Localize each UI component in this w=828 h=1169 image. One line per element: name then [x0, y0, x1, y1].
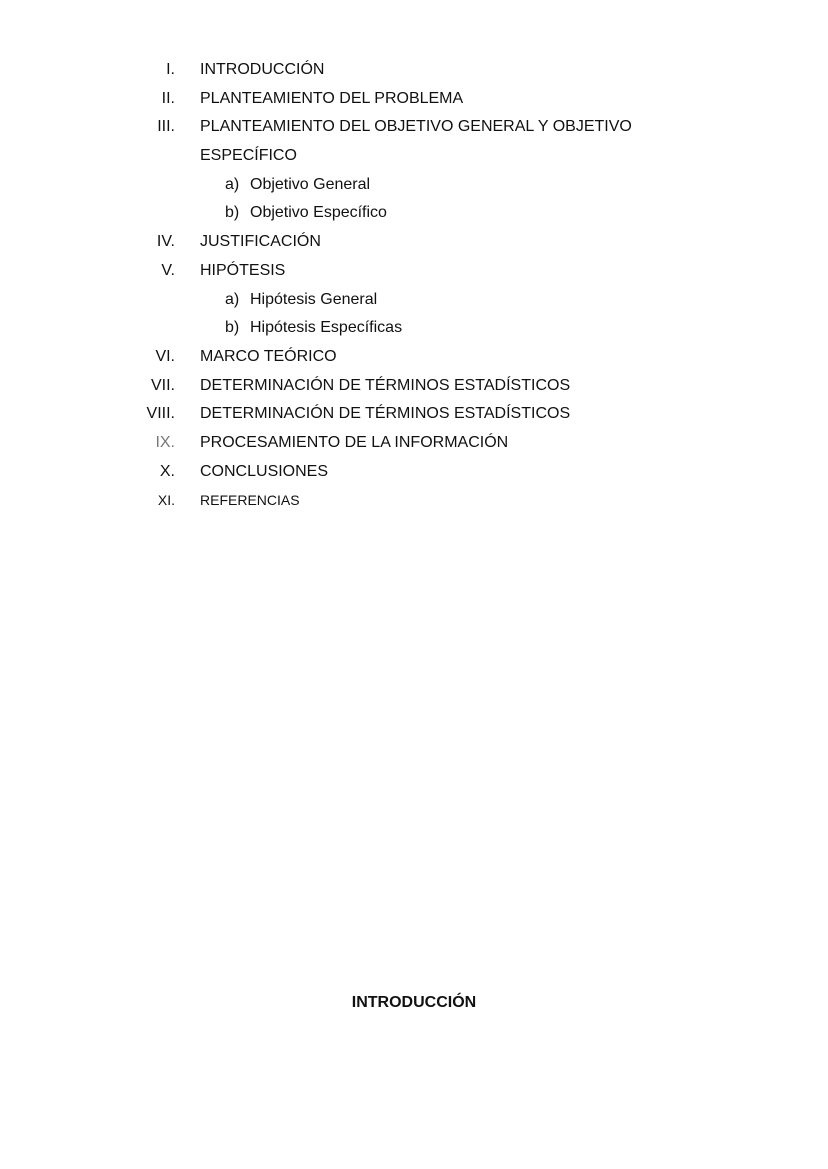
toc-subitem: [0, 171, 828, 200]
toc-number: VII.: [150, 376, 175, 394]
toc-item: [0, 458, 828, 487]
toc-text: JUSTIFICACIÓN: [200, 233, 321, 251]
toc-number: III.: [157, 118, 175, 136]
toc-number: b): [225, 204, 240, 222]
toc-text: INTRODUCCIÓN: [200, 61, 325, 78]
toc-text: MARCO TEÓRICO: [200, 347, 337, 365]
toc-text: DETERMINACIÓN DE TÉRMINOS ESTADÍSTICOS: [200, 405, 571, 423]
toc-text: HIPÓTESIS: [200, 261, 286, 279]
toc-text: Hipótesis Específicas: [250, 319, 403, 337]
toc-item: [0, 56, 828, 85]
toc-subitem: [0, 199, 828, 228]
toc-number: VIII.: [146, 405, 175, 423]
toc-text: PLANTEAMIENTO DEL PROBLEMA: [200, 89, 464, 107]
toc-item: [0, 486, 828, 515]
toc-text: CONCLUSIONES: [200, 462, 329, 480]
toc-text: REFERENCIAS: [200, 492, 300, 509]
toc-number: II.: [161, 89, 175, 107]
table-of-contents: [0, 56, 828, 515]
toc-item: [0, 400, 828, 429]
toc-item-continuation: [0, 142, 828, 171]
toc-text: DETERMINACIÓN DE TÉRMINOS ESTADÍSTICOS: [200, 376, 571, 394]
toc-item: [0, 113, 828, 142]
toc-number: a): [225, 175, 240, 193]
toc-text: ESPECÍFICO: [200, 147, 297, 165]
toc-number: b): [225, 319, 240, 337]
toc-number: X.: [159, 462, 175, 480]
toc-subitem: [0, 314, 828, 343]
toc-number: IX.: [155, 433, 175, 451]
toc-number: a): [225, 290, 240, 308]
toc-subitem: [0, 286, 828, 315]
toc-item: [0, 85, 828, 114]
toc-number: VI.: [155, 347, 175, 365]
toc-number: XI.: [157, 492, 175, 509]
toc-text: PROCESAMIENTO DE LA INFORMACIÓN: [200, 433, 509, 451]
toc-item: [0, 372, 828, 401]
toc-text: Objetivo Específico: [250, 204, 387, 222]
toc-number: IV.: [156, 233, 175, 251]
section-title: INTRODUCCIÓN: [351, 994, 477, 1011]
toc-item: [0, 343, 828, 372]
toc-item: [0, 228, 828, 257]
toc-text: Objetivo General: [250, 175, 371, 193]
toc-item: [0, 429, 828, 458]
toc-text: PLANTEAMIENTO DEL OBJETIVO GENERAL Y OBJETIVO: [200, 118, 632, 136]
toc-number: V.: [161, 261, 175, 279]
toc-item: [0, 257, 828, 286]
toc-number: I.: [166, 61, 175, 78]
toc-text: Hipótesis General: [250, 290, 378, 308]
